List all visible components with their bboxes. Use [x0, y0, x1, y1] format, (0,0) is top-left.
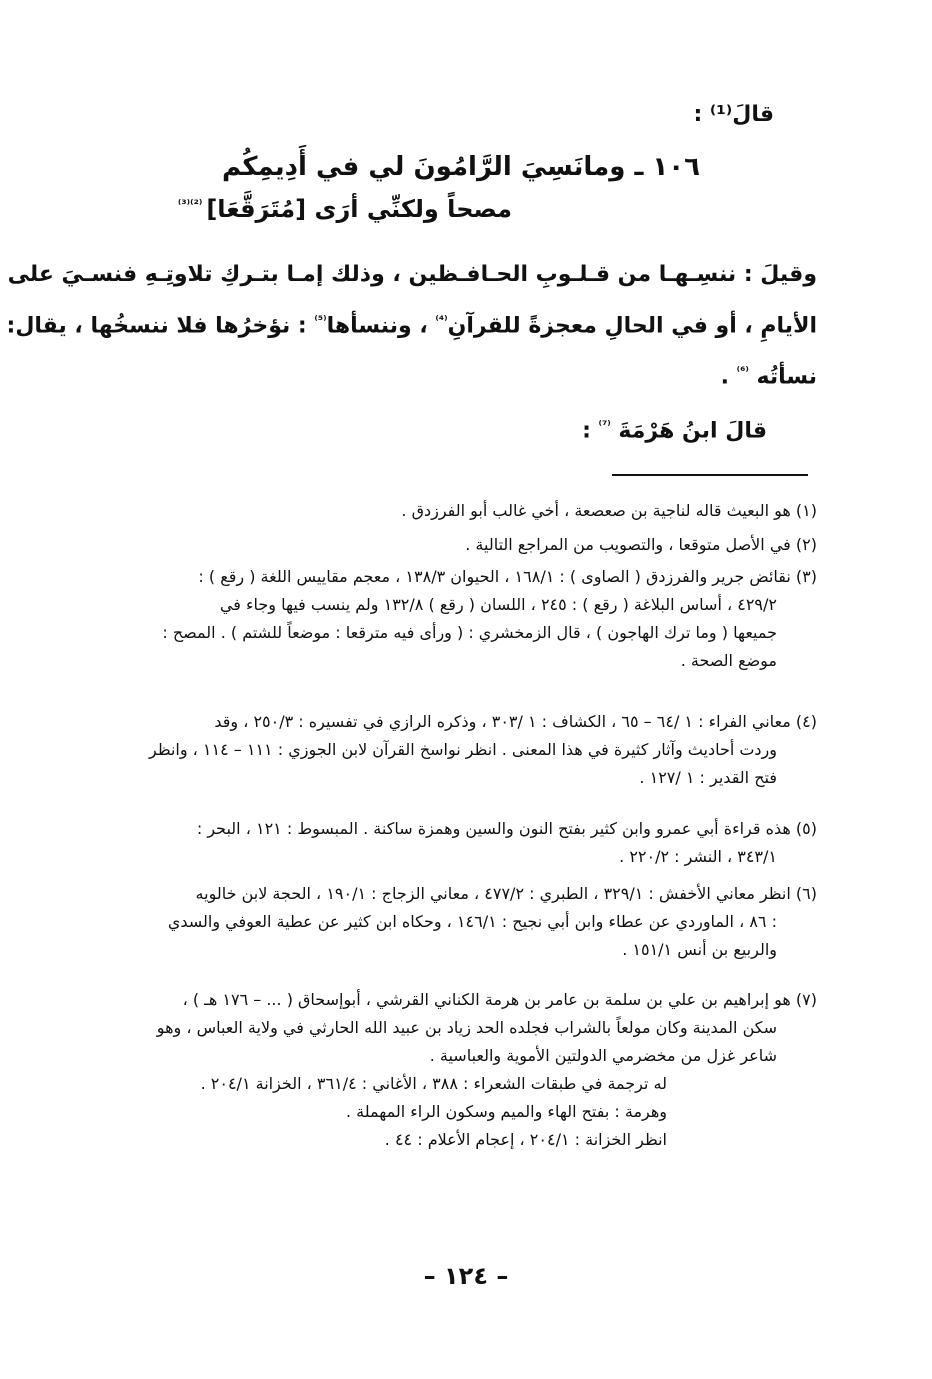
footnote-line: وهرمة : بفتح الهاء والميم وسكون الراء المهملة . [345, 1102, 667, 1121]
footnote-line: ٤٢٩/٢ ، أساس البلاغة ( رقع ) : ٢٤٥ ، اللسان ( رقع ) ١٣٢/٨ ولم ينسب فيها وجاء في [219, 595, 777, 614]
attribution-line [582, 418, 767, 443]
footnote-line: فتح القدير : ١ /١٢٧ . [639, 768, 777, 787]
footnote-3 [100, 563, 817, 675]
verse-line-1: ١٠٦ ـ ومانَسِيَ الرَّامُونَ لي في أَدِيمِكُم [221, 152, 700, 182]
footnote-line: (١) هو البعيث قاله لناجية بن صعصعة ، أخي غالب أبو الفرزدق . [401, 501, 817, 520]
body-line-2 [7, 313, 817, 338]
footnote-line: : ٨٦ ، الماوردي عن عطاء وابن أبي نجيح : ١٤٦/١ ، وحكاه ابن كثير عن عطية العوفي والسدي [167, 912, 777, 931]
footnote-line: له ترجمة في طبقات الشعراء : ٣٨٨ ، الأغاني : ٣٦١/٤ ، الخزانة ٢٠٤/١ . [200, 1074, 667, 1093]
attribution-text: قالَ ابنُ هَرْمَةَ [618, 418, 767, 444]
body-line-2-c: : نؤخرُها فلا ننسخُها ، يقال: [6, 313, 307, 339]
footnote-ref-7: ⁽⁷⁾ [598, 418, 611, 432]
body-line-3-a: نسأتُه [756, 364, 817, 390]
page-number: – ١٢٤ – [423, 1262, 509, 1290]
footnote-ref-4: ⁽⁴⁾ [435, 313, 448, 327]
footnote-line: والربيع بن أنس ١٥١/١ . [622, 940, 777, 959]
body-line-3 [721, 364, 817, 389]
footnote-line: (٧) هو إبراهيم بن علي بن سلمة بن عامر بن هرمة الكناني القرشي ، أبوإسحاق ( ... – ١٧٦ هـ ) ، [182, 990, 817, 1009]
verse-line-2-text: مصحاً ولكنِّي أرَى [مُتَرَقَّعَا] [206, 195, 512, 223]
footnote-line: موضع الصحة . [680, 651, 777, 670]
footnote-ref-5: ⁽⁵⁾ [314, 313, 327, 327]
body-line-3-b: . [720, 364, 729, 390]
footnote-1 [100, 497, 817, 525]
footnote-line: (٦) انظر معاني الأخفش : ٣٢٩/١ ، الطبري : ٤٧٧/٢ ، معاني الزجاج : ١٩٠/١ ، الحجة لابن خالويه [195, 884, 817, 903]
body-line-2-b: ، وننسأها [326, 313, 428, 339]
attribution-colon: : [582, 418, 591, 444]
footnote-line: (٤) معاني الفراء : ١ /٦٤ – ٦٥ ، الكشاف : ١ /٣٠٣ ، وذكره الرازي في تفسيره : ٢٥٠/٣ ، وقد [214, 712, 817, 731]
intro-label: قالَ⁽¹⁾ : [693, 102, 774, 127]
footnote-ref-6: ⁽⁶⁾ [736, 364, 749, 378]
footnote-7 [100, 986, 817, 1154]
verse-footnote-refs: ⁽²⁾⁽³⁾ [177, 197, 203, 211]
footnote-line: انظر الخزانة : ٢٠٤/١ ، إعجام الأعلام : ٤٤ . [384, 1130, 667, 1149]
footnote-5 [100, 815, 817, 871]
footnote-line: سكن المدينة وكان مولعاً بالشراب فجلده الحد زياد بن عبيد الله الحارثي في ولاية العباس ، وهو [156, 1018, 777, 1037]
footnote-2 [100, 531, 817, 559]
footnote-divider [612, 474, 808, 476]
footnote-line: (٢) في الأصل متوقعا ، والتصويب من المراجع التالية . [465, 535, 817, 554]
footnote-line: جميعها ( وما ترك الهاجون ) ، قال الزمخشري : ( ورأى فيه مترقعا : موضعاً للشتم ) . المصح : [162, 623, 777, 642]
footnote-line: وردت أحاديث وآثار كثيرة في هذا المعنى . انظر نواسخ القرآن لابن الجوزي : ١١١ – ١١٤ ، وانظر [148, 740, 777, 759]
footnote-line: (٥) هذه قراءة أبي عمرو وابن كثير بفتح النون والسين وهمزة ساكنة . المبسوط : ١٢١ ، البحر : [196, 819, 817, 838]
footnote-line: (٣) نقائض جرير والفرزدق ( الصاوى ) : ١٦٨/١ ، الحيوان ١٣٨/٣ ، معجم مقاييس اللغة ( رقع ) : [198, 567, 817, 586]
body-line-2-a: الأيامِ ، أو في الحالِ معجزةً للقرآنِ [447, 313, 817, 339]
body-line-1: وقيلَ : ننسِـهـا من قـلـوبِ الحـافـظين ، وذلك إمـا بتـركِ تلاوتِـهِ فنسـيَ على [7, 262, 817, 287]
verse-line-2 [178, 195, 512, 223]
footnote-4 [100, 708, 817, 792]
footnote-line: شاعر غزل من مخضرمي الدولتين الأموية والعباسية . [429, 1046, 777, 1065]
footnote-6 [100, 880, 817, 964]
footnote-line: ٣٤٣/١ ، النشر : ٢٢٠/٢ . [619, 847, 777, 866]
